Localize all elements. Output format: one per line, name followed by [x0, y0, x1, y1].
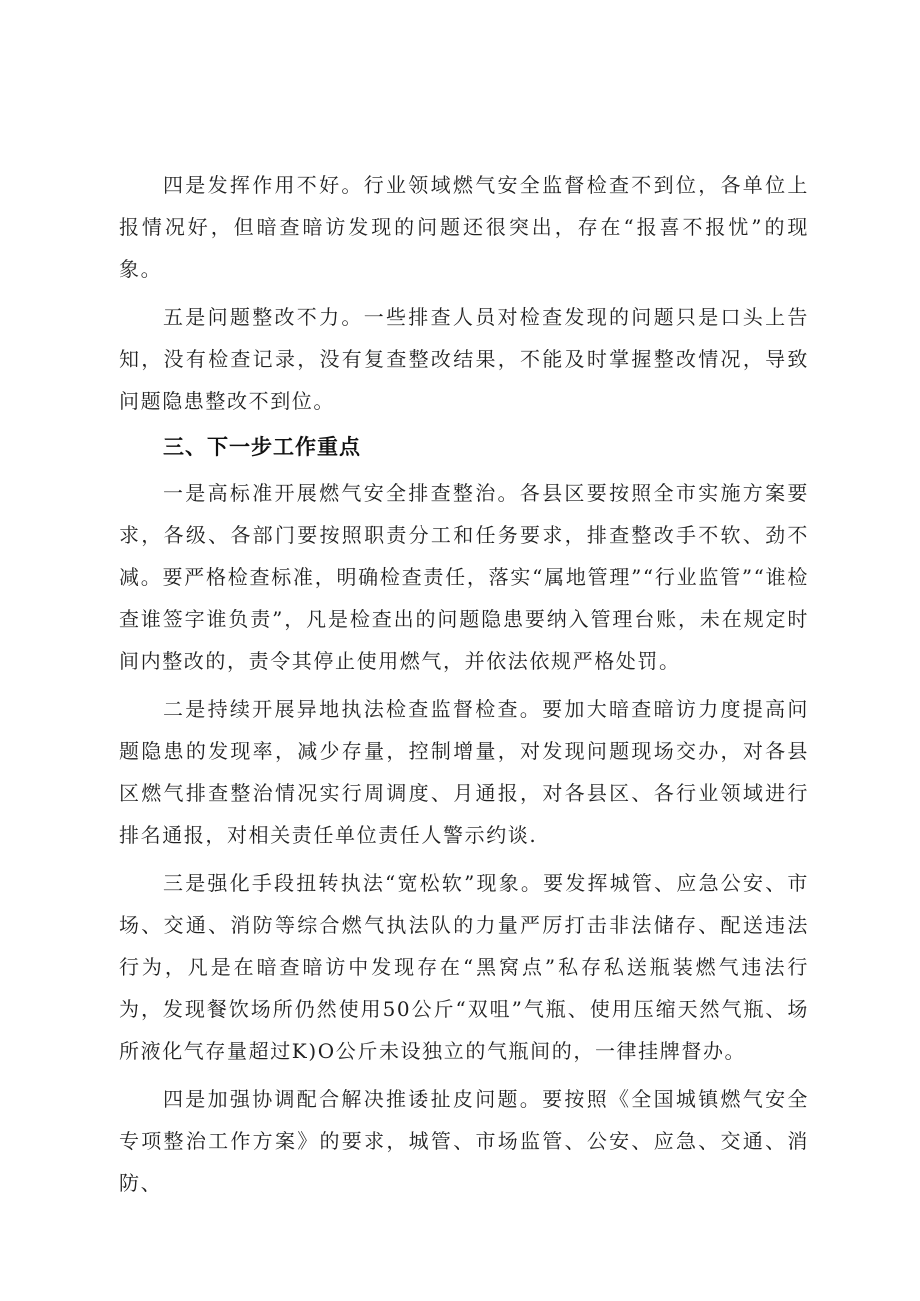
paragraph-task-3: 三是强化手段扭转执法“宽松软”现象。要发挥城管、应急公安、市场、交通、消防等综合燃气执法队的力量严厉打击非法储存、配送违法行为，凡是在暗查暗访中发现存在“黑窝点”私存私送瓶装燃气违法行为，发现餐饮场所仍然使用50公斤“双咀”气瓶、使用压缩天然气瓶、场所液化气存量超过K)O公斤未设独立的气瓶间的，一律挂牌督办。: [119, 871, 809, 1063]
section-heading: 三、下一步工作重点: [163, 435, 361, 459]
paragraph-task-4: 四是加强协调配合解决推诿扯皮问题。要按照《全国城镇燃气安全专项整治工作方案》的要求，城管、市场监管、公安、应急、交通、消防、: [119, 1087, 809, 1195]
document-body: [119, 164, 809, 1204]
paragraph-issue-5: 五是问题整改不力。一些排查人员对检查发现的问题只是口头上告知，没有检查记录，没有复查整改结果，不能及时掌握整改情况，导致问题隐患整改不到位。: [119, 305, 809, 413]
paragraph-issue-4: 四是发挥作用不好。行业领域燃气安全监督检查不到位，各单位上报情况好，但暗查暗访发现的问题还很突出，存在“报喜不报忧”的现象。: [119, 173, 809, 281]
paragraph-task-2: 二是持续开展异地执法检查监督检查。要加大暗查暗访力度提高问题隐患的发现率，减少存量，控制增量，对发现问题现场交办，对各县区燃气排查整治情况实行周调度、月通报，对各县区、各行业领域进行排名通报，对相关责任单位责任人警示约谈.: [119, 697, 809, 847]
paragraph-task-1: 一是高标准开展燃气安全排查整治。各县区要按照全市实施方案要求，各级、各部门要按照职责分工和任务要求，排查整改手不软、劲不减。要严格检查标准，明确检查责任，落实“属地管理”“行业监管”“谁检查谁签字谁负责”，凡是检查出的问题隐患要纳入管理台账，未在规定时间内整改的，责令其停止使用燃气，并依法依规严格处罚。: [119, 481, 809, 673]
